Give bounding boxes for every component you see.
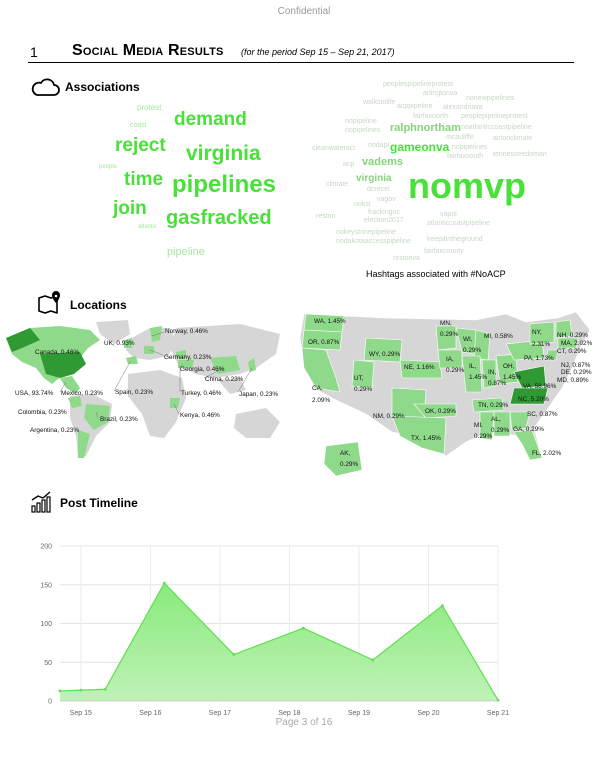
cloud-word: virginia [186,142,261,165]
country-label: Georgia, 0.46% [180,366,225,373]
cloud-word: alexandriava [443,104,483,111]
section-title: Social Media Results [72,42,224,59]
state-label: IL, [469,363,477,370]
x-tick-label: Sep 16 [139,710,162,717]
cloud-word: gameonva [390,140,450,154]
state-label: UT, [354,375,364,382]
bar-chart-icon [30,490,54,514]
state-label: CA, [312,385,323,392]
cloud-word: acp [343,161,355,168]
state-label: NJ, 0.87% [561,362,591,369]
cloud-word: fairfaxsouth [447,153,484,160]
state-label: FL, 2.02% [532,450,562,457]
x-tick-label: Sep 21 [486,710,510,717]
country-label: China, 0.23% [205,376,244,383]
state-label: 0.29% [354,386,373,393]
cloud-word: peoplespipelineprotest [383,81,454,88]
state-label: OR, 0.87% [308,339,340,346]
country-label: USA, 93.74% [15,390,54,397]
state-label: OK, 0.29% [425,408,456,415]
y-tick-label: 0 [48,698,52,706]
x-tick-label: Sep 19 [347,710,371,717]
state-label: TX, 1.45% [411,435,441,442]
cloud-word: frackingnc [368,209,400,216]
cloud-word: nopipeline [345,118,377,125]
y-tick-label: 50 [44,659,52,667]
locations-title: Locations [70,298,127,312]
x-tick-label: Sep 17 [208,710,231,717]
cloud-word: virginia [356,173,392,184]
country-label: Japan, 0.23% [239,391,279,398]
cloud-word: gasfracked [166,207,272,229]
country-label: Germany, 0.23% [164,354,212,361]
x-tick-label: Sep 18 [278,710,301,717]
state-label: WY, 0.29% [369,351,401,358]
cloud-word: reject [115,135,166,156]
cloud-word: demand [174,109,247,130]
country-label: Brazil, 0.23% [100,416,138,423]
y-tick-label: 150 [40,582,52,590]
state-label: TN, 0.29% [478,402,509,409]
cloud-word: join [113,198,147,219]
cloud-word: keepitintheground [427,236,483,243]
country-label: Mexico, 0.23% [61,390,103,397]
country-label: Colombia, 0.23% [18,409,67,416]
state-label: PA, 1.73% [524,355,554,362]
state-label: 0.29% [446,367,465,374]
hashtag-caption: Hashtags associated with #NoACP [366,269,506,279]
country-label: Canada, 0.46% [35,349,80,356]
state-label: GA, 0.29% [513,426,544,433]
cloud-word: nokst [354,201,371,208]
section-number: 1 [30,44,38,60]
cloud-word: atlantic [138,224,158,230]
section-period: (for the period Sep 15 – Sep 21, 2017) [241,47,395,57]
data-point [232,653,235,656]
state-label: NH, 0.29% [557,332,588,339]
state-label: 1.45% [469,374,488,381]
data-point [163,582,166,585]
post-timeline-chart [22,535,510,723]
cloud-word: vapol [440,211,457,218]
cloud-word: nopipelines [345,127,381,134]
cloud-word: nodapl [368,142,390,149]
state-label: IN, [488,369,497,376]
cloud-word: fairfaxcounty [424,248,464,255]
cloud-word: people [99,164,118,170]
cloud-word: acppipeline [397,103,433,110]
country-label: Spain, 0.23% [115,389,154,396]
cloud-word: restonva [393,255,420,262]
cloud-word: actonclimate [493,135,533,142]
state-label: OH, [503,363,515,370]
cloud-word: walkstolife [363,99,396,106]
cloud-word: cleanwateract [312,145,356,152]
cloud-word: coast [130,122,147,129]
state-label: 2.09% [312,397,331,404]
page-number: Page 3 of 16 [275,717,333,728]
cloud-word: fairfaxnorth [413,113,449,120]
state-label: CT, 0.29% [557,348,587,355]
state-label: AL, [491,416,501,423]
data-point [59,690,62,693]
cloud-word: climate [326,181,349,188]
data-point [104,688,107,691]
state-label: MN, [440,320,452,327]
state-label: 2.31% [532,341,551,348]
cloud-word: nodakotaaccesspipeline [336,238,411,245]
state-label: IA, [446,356,454,363]
country-label: Turkey, 0.46% [181,390,222,397]
cloud-word: vagov [377,196,396,203]
state-label: 1.45% [503,374,522,381]
state-label: 0.29% [340,461,359,468]
state-label: MI, 0.58% [484,333,513,340]
country-label: Argentina, 0.23% [30,427,80,434]
cloud-word: reston [316,213,336,220]
state-label: SC, 0.87% [527,411,558,418]
cloud-word: mcauliffe [446,134,474,141]
state-label: VA, 58.96% [523,383,557,390]
data-point [79,689,82,692]
cloud-word: arlingtonva [423,90,458,97]
cloud-word: atlanticcoastpipeline [427,220,491,227]
country-label: UK, 0.93% [104,340,135,347]
cloud-word: dcrecel [367,186,390,193]
cloud-word: nopipelines [452,144,488,151]
cloud-word: nokeystonepipeline [336,229,396,236]
cloud-word: nomvp [408,165,527,206]
state-label: MI, [474,422,483,429]
data-point [302,627,305,630]
x-tick-label: Sep 20 [417,710,440,717]
data-point [441,604,444,607]
state-label: 0.29% [491,427,510,434]
cloud-word: time [124,169,164,190]
confidential-label: Confidential [277,6,331,17]
cloud-word: nonewpipelines [466,95,515,102]
cloud-word: ralphnortham [390,122,461,134]
state-label: WA, 1.45% [314,318,346,325]
word-cloud [0,0,608,290]
series-area [60,583,498,701]
state-label: MA, 2.02% [561,340,593,347]
data-point [371,659,374,662]
associations-title: Associations [65,80,140,94]
x-tick-label: Sep 15 [69,710,92,717]
cloud-word: noatlanticcoastpipeline [461,124,532,131]
cloud-word: vadems [362,156,403,168]
state-label: NM, 0.29% [373,413,405,420]
cloud-word: pipeline [167,246,205,258]
country-label: Norway, 0.46% [165,328,208,335]
y-tick-label: 100 [40,621,52,628]
state-label: NE, 1.16% [404,364,435,371]
map-pin-icon [38,293,62,315]
state-label: NY, [532,329,542,336]
cloud-word: peoplepipelineprotest [461,113,528,120]
state-label: MD, 0.89% [557,377,589,384]
cloud-word: protest [137,103,162,112]
timeline-title: Post Timeline [60,496,138,510]
cloud-word: pipelines [172,171,277,198]
country-label: Kenya, 0.46% [180,412,220,419]
state-label: DE, 0.29% [561,369,592,376]
state-label: 0.29% [463,347,482,354]
state-label: AK, [340,450,351,457]
state-label: NC, 5.20% [518,396,549,403]
state-label: 0.29% [440,331,459,338]
cloud-word: tennesseedoman [493,151,547,158]
y-tick-label: 200 [40,543,52,551]
state-label: 0.87% [488,380,507,387]
cloud-word: election2017 [364,217,404,224]
state-label: WI, [463,336,473,343]
state-label: 0.29% [474,433,493,440]
